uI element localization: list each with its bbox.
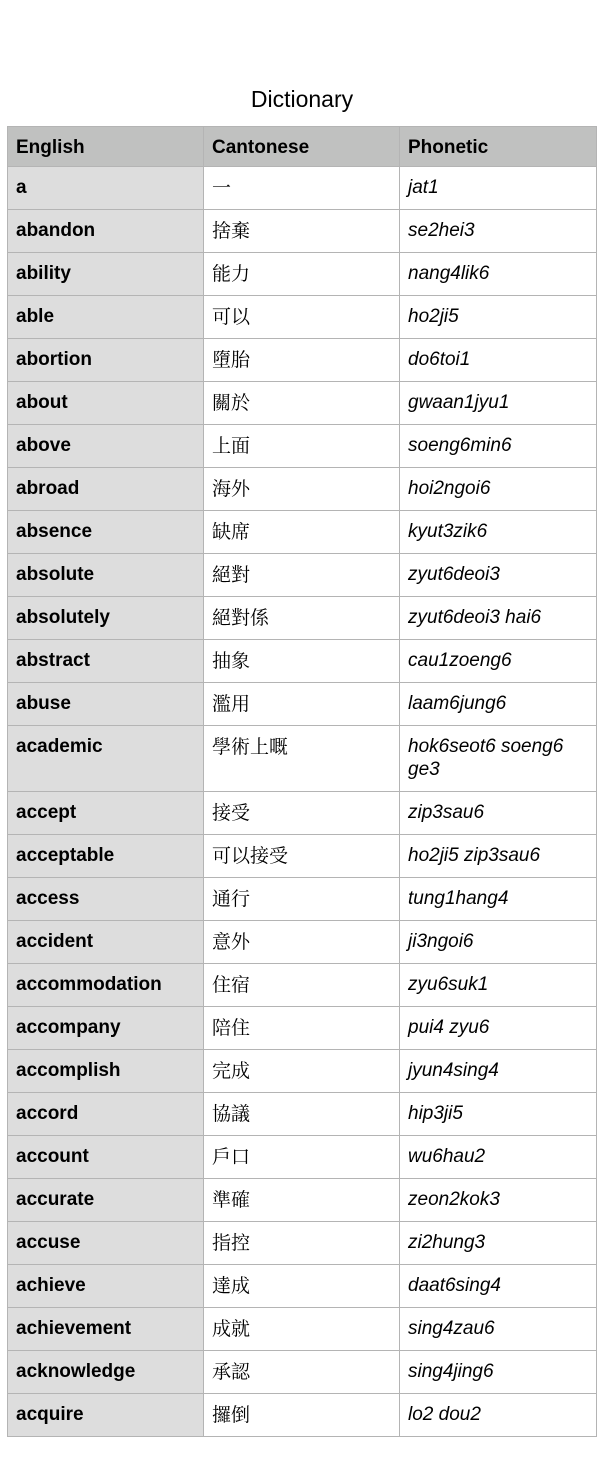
cell-cantonese: 缺席 <box>204 511 400 554</box>
cell-english: accord <box>8 1093 204 1136</box>
table-row <box>8 1093 597 1136</box>
cell-phonetic: ho2ji5 zip3sau6 <box>400 835 597 878</box>
cell-english: above <box>8 425 204 468</box>
table-row <box>8 640 597 683</box>
cell-phonetic: do6toi1 <box>400 339 597 382</box>
cell-cantonese: 接受 <box>204 792 400 835</box>
cell-english: abroad <box>8 468 204 511</box>
cell-english: accident <box>8 921 204 964</box>
cell-cantonese: 墮胎 <box>204 339 400 382</box>
cell-english: about <box>8 382 204 425</box>
table-row <box>8 382 597 425</box>
table-row <box>8 1050 597 1093</box>
cell-phonetic: pui4 zyu6 <box>400 1007 597 1050</box>
cell-phonetic: sing4jing6 <box>400 1351 597 1394</box>
table-row <box>8 1351 597 1394</box>
cell-english: abstract <box>8 640 204 683</box>
table-row <box>8 1394 597 1437</box>
cell-english: academic <box>8 726 204 792</box>
cell-english: acknowledge <box>8 1351 204 1394</box>
cell-phonetic: se2hei3 <box>400 210 597 253</box>
cell-cantonese: 協議 <box>204 1093 400 1136</box>
cell-phonetic: kyut3zik6 <box>400 511 597 554</box>
table-header-row <box>8 127 597 167</box>
cell-english: a <box>8 167 204 210</box>
cell-phonetic: ji3ngoi6 <box>400 921 597 964</box>
cell-english: accompany <box>8 1007 204 1050</box>
table-row <box>8 597 597 640</box>
table-row <box>8 1222 597 1265</box>
table-row <box>8 1007 597 1050</box>
cell-cantonese: 絕對係 <box>204 597 400 640</box>
cell-cantonese: 上面 <box>204 425 400 468</box>
cell-cantonese: 可以接受 <box>204 835 400 878</box>
cell-cantonese: 海外 <box>204 468 400 511</box>
cell-english: access <box>8 878 204 921</box>
cell-cantonese: 關於 <box>204 382 400 425</box>
cell-phonetic: daat6sing4 <box>400 1265 597 1308</box>
cell-english: accomplish <box>8 1050 204 1093</box>
cell-cantonese: 可以 <box>204 296 400 339</box>
cell-english: acceptable <box>8 835 204 878</box>
cell-cantonese: 濫用 <box>204 683 400 726</box>
table-row <box>8 1179 597 1222</box>
dictionary-table-container <box>7 126 596 1437</box>
cell-phonetic: zip3sau6 <box>400 792 597 835</box>
cell-english: absolute <box>8 554 204 597</box>
cell-phonetic: jyun4sing4 <box>400 1050 597 1093</box>
cell-english: abandon <box>8 210 204 253</box>
cell-cantonese: 意外 <box>204 921 400 964</box>
cell-english: abortion <box>8 339 204 382</box>
cell-phonetic: zyut6deoi3 <box>400 554 597 597</box>
cell-phonetic: wu6hau2 <box>400 1136 597 1179</box>
cell-english: achievement <box>8 1308 204 1351</box>
cell-phonetic: gwaan1jyu1 <box>400 382 597 425</box>
cell-phonetic: jat1 <box>400 167 597 210</box>
cell-english: achieve <box>8 1265 204 1308</box>
cell-phonetic: tung1hang4 <box>400 878 597 921</box>
cell-phonetic: sing4zau6 <box>400 1308 597 1351</box>
cell-cantonese: 完成 <box>204 1050 400 1093</box>
table-row <box>8 792 597 835</box>
cell-phonetic: zeon2kok3 <box>400 1179 597 1222</box>
table-row <box>8 1136 597 1179</box>
cell-cantonese: 捨棄 <box>204 210 400 253</box>
table-row <box>8 210 597 253</box>
table-row <box>8 554 597 597</box>
table-body <box>8 167 597 1437</box>
table-row <box>8 921 597 964</box>
header-phonetic: Phonetic <box>400 127 597 167</box>
cell-english: absence <box>8 511 204 554</box>
cell-cantonese: 成就 <box>204 1308 400 1351</box>
table-row <box>8 726 597 792</box>
header-english: English <box>8 127 204 167</box>
cell-english: accuse <box>8 1222 204 1265</box>
table-row <box>8 1265 597 1308</box>
cell-cantonese: 戶口 <box>204 1136 400 1179</box>
cell-cantonese: 承認 <box>204 1351 400 1394</box>
cell-cantonese: 能力 <box>204 253 400 296</box>
cell-english: absolutely <box>8 597 204 640</box>
cell-phonetic: laam6jung6 <box>400 683 597 726</box>
dictionary-table <box>7 126 597 1437</box>
cell-english: accurate <box>8 1179 204 1222</box>
cell-phonetic: hok6seot6 soeng6 ge3 <box>400 726 597 792</box>
cell-english: able <box>8 296 204 339</box>
table-row <box>8 1308 597 1351</box>
cell-cantonese: 住宿 <box>204 964 400 1007</box>
table-row <box>8 339 597 382</box>
cell-cantonese: 學術上嘅 <box>204 726 400 792</box>
cell-english: abuse <box>8 683 204 726</box>
cell-cantonese: 抽象 <box>204 640 400 683</box>
table-row <box>8 167 597 210</box>
table-row <box>8 425 597 468</box>
table-row <box>8 253 597 296</box>
cell-phonetic: zyut6deoi3 hai6 <box>400 597 597 640</box>
cell-english: ability <box>8 253 204 296</box>
cell-phonetic: soeng6min6 <box>400 425 597 468</box>
table-row <box>8 468 597 511</box>
cell-phonetic: lo2 dou2 <box>400 1394 597 1437</box>
page-title: Dictionary <box>250 86 354 112</box>
cell-phonetic: zyu6suk1 <box>400 964 597 1007</box>
cell-phonetic: nang4lik6 <box>400 253 597 296</box>
cell-phonetic: hoi2ngoi6 <box>400 468 597 511</box>
cell-cantonese: 指控 <box>204 1222 400 1265</box>
table-row <box>8 878 597 921</box>
cell-phonetic: zi2hung3 <box>400 1222 597 1265</box>
cell-cantonese: 準確 <box>204 1179 400 1222</box>
table-row <box>8 683 597 726</box>
cell-english: accommodation <box>8 964 204 1007</box>
table-row <box>8 835 597 878</box>
cell-english: accept <box>8 792 204 835</box>
cell-english: acquire <box>8 1394 204 1437</box>
cell-cantonese: 一 <box>204 167 400 210</box>
table-row <box>8 296 597 339</box>
cell-cantonese: 絕對 <box>204 554 400 597</box>
cell-cantonese: 達成 <box>204 1265 400 1308</box>
cell-phonetic: hip3ji5 <box>400 1093 597 1136</box>
table-row <box>8 511 597 554</box>
cell-cantonese: 通行 <box>204 878 400 921</box>
table-row <box>8 964 597 1007</box>
cell-phonetic: cau1zoeng6 <box>400 640 597 683</box>
cell-english: account <box>8 1136 204 1179</box>
cell-cantonese: 陪住 <box>204 1007 400 1050</box>
cell-phonetic: ho2ji5 <box>400 296 597 339</box>
header-cantonese: Cantonese <box>204 127 400 167</box>
cell-cantonese: 攞倒 <box>204 1394 400 1437</box>
